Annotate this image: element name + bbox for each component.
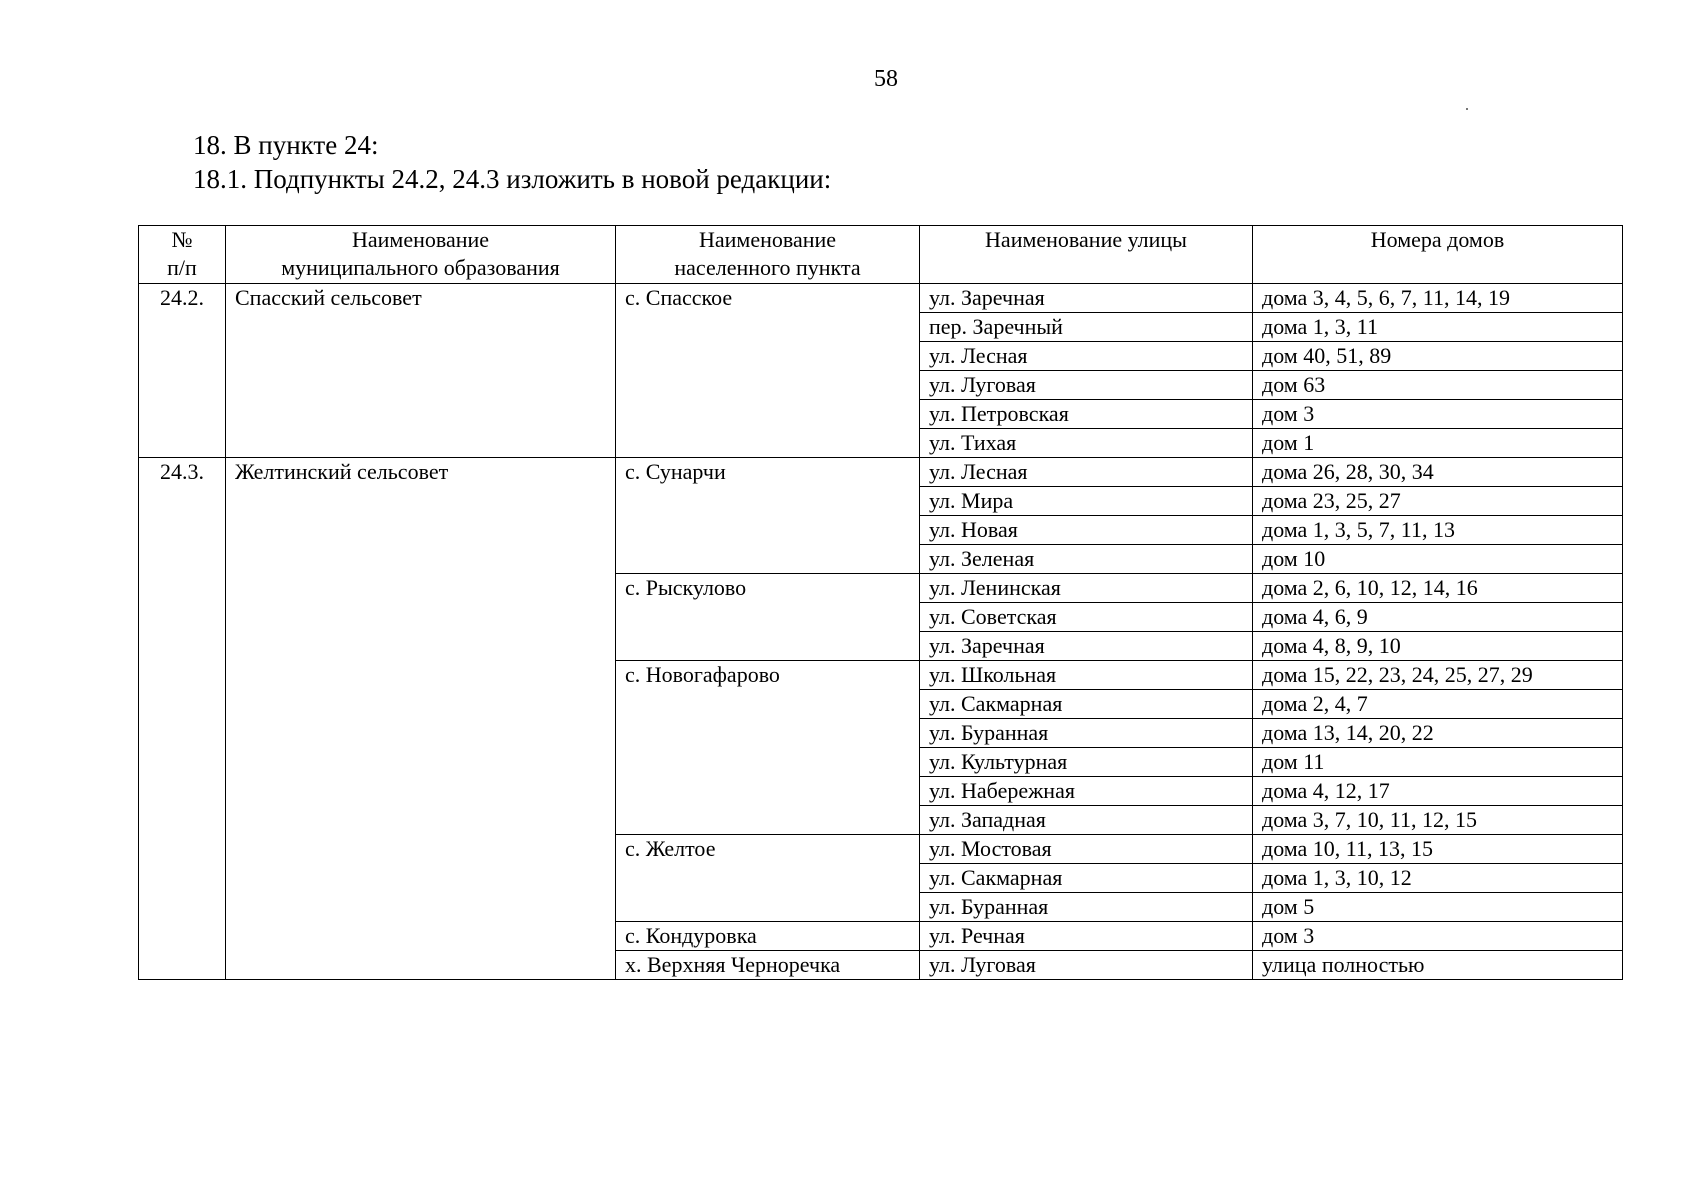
- houses-cell: дома 4, 8, 9, 10: [1253, 632, 1623, 661]
- houses-cell: дома 15, 22, 23, 24, 25, 27, 29: [1253, 661, 1623, 690]
- header-number-line2: п/п: [167, 255, 197, 280]
- houses-cell: дома 13, 14, 20, 22: [1253, 719, 1623, 748]
- houses-cell: дома 1, 3, 11: [1253, 313, 1623, 342]
- houses-cell: дом 63: [1253, 371, 1623, 400]
- street-cell: ул. Культурная: [920, 748, 1253, 777]
- header-street: [920, 226, 1253, 284]
- houses-cell: дом 40, 51, 89: [1253, 342, 1623, 371]
- stray-mark: [1466, 108, 1468, 110]
- settlement-cell: с. Рыскулово: [616, 574, 920, 661]
- houses-cell: дом 3: [1253, 922, 1623, 951]
- street-cell: ул. Ленинская: [920, 574, 1253, 603]
- settlement-cell: х. Верхняя Черноречка: [616, 951, 920, 980]
- street-cell: ул. Тихая: [920, 429, 1253, 458]
- table-header-row: [139, 226, 1623, 284]
- street-cell: ул. Зеленая: [920, 545, 1253, 574]
- settlement-cell: с. Новогафарово: [616, 661, 920, 835]
- street-cell: ул. Советская: [920, 603, 1253, 632]
- paragraph-item-18-1: 18.1. Подпункты 24.2, 24.3 изложить в новой редакции:: [193, 164, 832, 194]
- street-cell: ул. Луговая: [920, 951, 1253, 980]
- houses-cell: дома 2, 4, 7: [1253, 690, 1623, 719]
- houses-cell: дома 3, 7, 10, 11, 12, 15: [1253, 806, 1623, 835]
- houses-cell: дом 5: [1253, 893, 1623, 922]
- houses-cell: дом 10: [1253, 545, 1623, 574]
- settlement-cell: с. Кондуровка: [616, 922, 920, 951]
- houses-cell: дома 1, 3, 5, 7, 11, 13: [1253, 516, 1623, 545]
- table-header: [139, 226, 1623, 284]
- houses-cell: дома 26, 28, 30, 34: [1253, 458, 1623, 487]
- header-number: [139, 226, 226, 284]
- header-settlement-line2: населенного пункта: [674, 255, 861, 280]
- houses-cell: дома 2, 6, 10, 12, 14, 16: [1253, 574, 1623, 603]
- street-cell: ул. Петровская: [920, 400, 1253, 429]
- section-number-cell: 24.3.: [139, 458, 226, 980]
- houses-cell: дом 3: [1253, 400, 1623, 429]
- municipality-cell: Спасский сельсовет: [226, 284, 616, 458]
- street-cell: ул. Луговая: [920, 371, 1253, 400]
- paragraph-item-18: 18. В пункте 24:: [193, 130, 379, 160]
- houses-cell: дома 1, 3, 10, 12: [1253, 864, 1623, 893]
- houses-cell: дома 23, 25, 27: [1253, 487, 1623, 516]
- municipality-cell: Желтинский сельсовет: [226, 458, 616, 980]
- header-houses: [1253, 226, 1623, 284]
- table-body: [139, 284, 1623, 980]
- street-cell: ул. Речная: [920, 922, 1253, 951]
- settlement-cell: с. Желтое: [616, 835, 920, 922]
- street-cell: ул. Сакмарная: [920, 690, 1253, 719]
- header-settlement-line1: Наименование: [698, 227, 837, 252]
- header-number-line1: №: [171, 227, 193, 252]
- table-row: [139, 284, 1623, 313]
- header-street-text: Наименование улицы: [985, 227, 1187, 252]
- street-cell: ул. Заречная: [920, 284, 1253, 313]
- houses-cell: дома 3, 4, 5, 6, 7, 11, 14, 19: [1253, 284, 1623, 313]
- page-number: 58: [874, 66, 898, 92]
- header-municipality: [226, 226, 616, 284]
- street-cell: ул. Лесная: [920, 342, 1253, 371]
- header-municipality-line1: Наименование: [351, 227, 490, 252]
- street-cell: ул. Новая: [920, 516, 1253, 545]
- houses-cell: дома 10, 11, 13, 15: [1253, 835, 1623, 864]
- street-cell: ул. Школьная: [920, 661, 1253, 690]
- street-cell: пер. Заречный: [920, 313, 1253, 342]
- settlement-cell: с. Сунарчи: [616, 458, 920, 574]
- streets-table: [138, 225, 1623, 980]
- street-cell: ул. Заречная: [920, 632, 1253, 661]
- street-cell: ул. Мира: [920, 487, 1253, 516]
- houses-cell: дома 4, 12, 17: [1253, 777, 1623, 806]
- street-cell: ул. Мостовая: [920, 835, 1253, 864]
- header-municipality-line2: муниципального образования: [281, 255, 560, 280]
- table-row: [139, 458, 1623, 487]
- houses-cell: дом 11: [1253, 748, 1623, 777]
- section-number-cell: 24.2.: [139, 284, 226, 458]
- houses-cell: дома 4, 6, 9: [1253, 603, 1623, 632]
- street-cell: ул. Буранная: [920, 893, 1253, 922]
- street-cell: ул. Западная: [920, 806, 1253, 835]
- street-cell: ул. Сакмарная: [920, 864, 1253, 893]
- settlement-cell: с. Спасское: [616, 284, 920, 458]
- street-cell: ул. Буранная: [920, 719, 1253, 748]
- header-settlement: [616, 226, 920, 284]
- houses-cell: дом 1: [1253, 429, 1623, 458]
- street-cell: ул. Лесная: [920, 458, 1253, 487]
- header-houses-text: Номера домов: [1370, 227, 1505, 252]
- street-cell: ул. Набережная: [920, 777, 1253, 806]
- houses-cell: улица полностью: [1253, 951, 1623, 980]
